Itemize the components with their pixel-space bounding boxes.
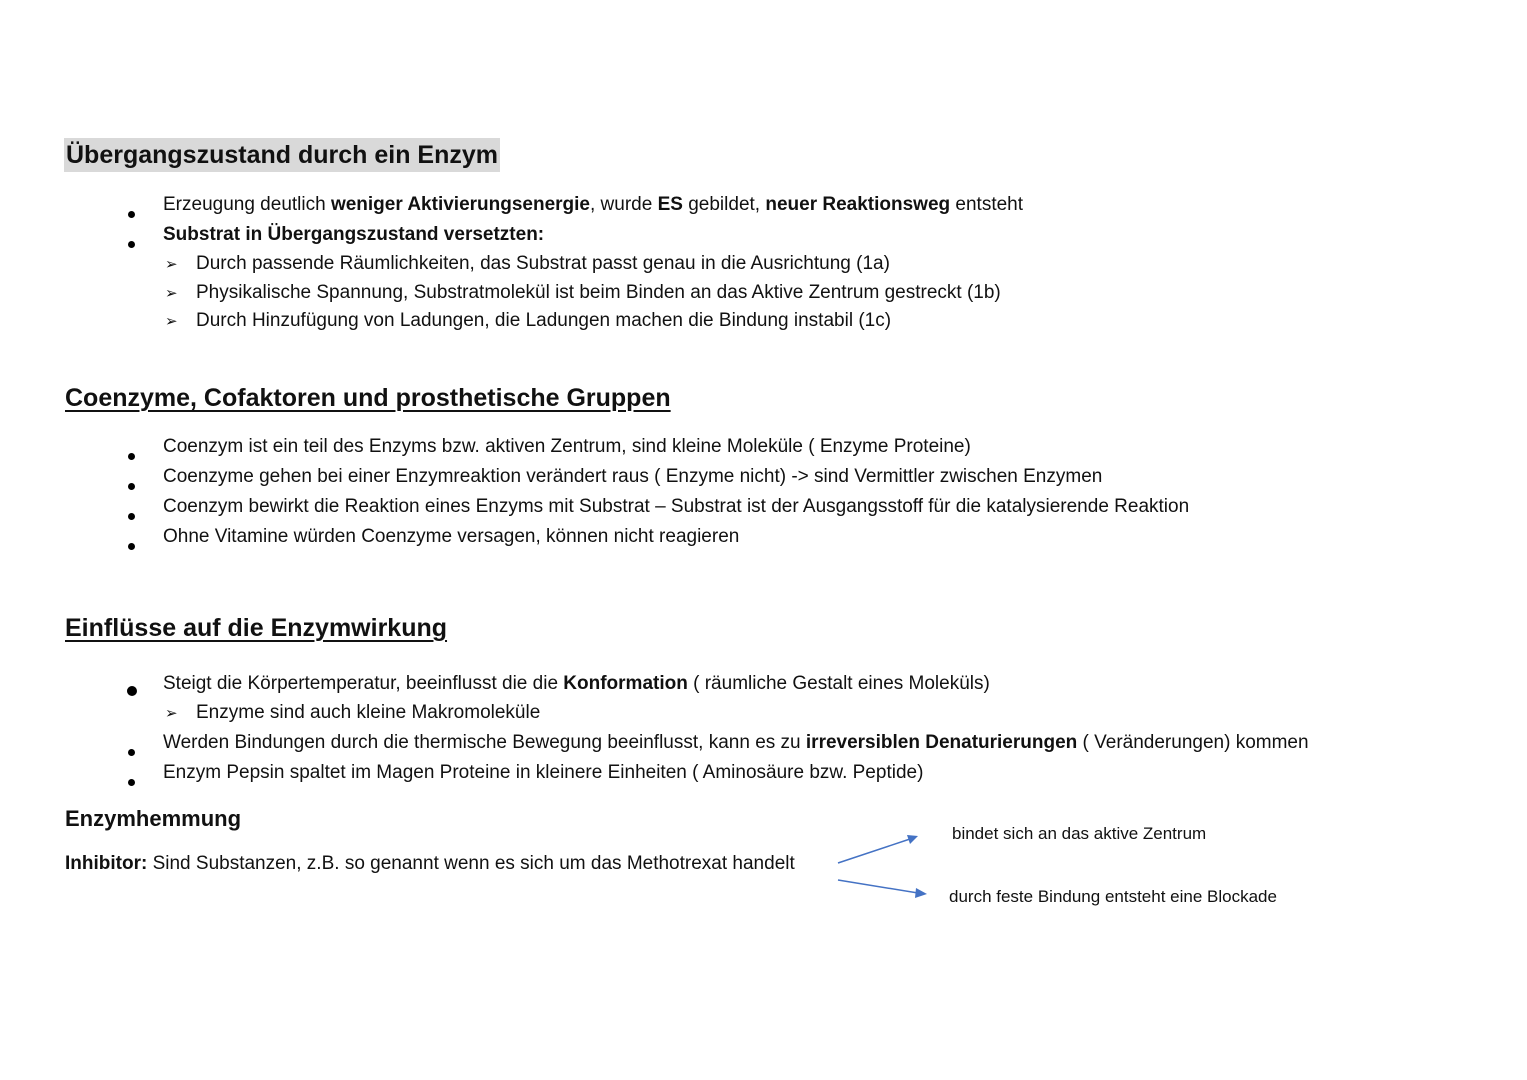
list-item: Coenzym bewirkt die Reaktion eines Enzyms mit Substrat – Substrat ist der Ausgangsstoff für die katalysierende Reaktion [163, 496, 1190, 517]
bullet-dot [128, 739, 135, 763]
branch-label-top: bindet sich an das aktive Zentrum [952, 824, 1207, 843]
bullet-dot [128, 443, 135, 467]
bullet-dot [127, 679, 137, 703]
sub-arrow-icon: ➢ [165, 285, 178, 302]
sub-arrow-icon: ➢ [165, 313, 178, 330]
heading-uebergangszustand: Übergangszustand durch ein Enzym [64, 138, 500, 172]
inhibitor-text: Inhibitor: Sind Substanzen, z.B. so genannt wenn es sich um das Methotrexat handelt [65, 853, 795, 874]
sub-arrow-icon: ➢ [165, 705, 178, 722]
sub-arrow-icon: ➢ [165, 256, 178, 273]
sub-item: Durch Hinzufügung von Ladungen, die Ladungen machen die Bindung instabil (1c) [196, 310, 892, 331]
bullet-dot [128, 769, 135, 793]
list-item: Coenzyme gehen bei einer Enzymreaktion verändert raus ( Enzyme nicht) -> sind Vermittler zwischen Enzymen [163, 466, 1103, 487]
sub-item: Physikalische Spannung, Substratmolekül ist beim Binden an das Aktive Zentrum gestreckt (1b) [196, 282, 1001, 303]
heading-einfluesse: Einflüsse auf die Enzymwirkung [65, 614, 448, 642]
branch-arrows-icon [830, 826, 940, 906]
bullet-dot [128, 231, 135, 255]
bullet-dot [128, 503, 135, 527]
bullet-dot [128, 473, 135, 497]
bullet-dot [128, 533, 135, 557]
heading-enzymhemmung: Enzymhemmung [65, 806, 242, 831]
list-item: Enzym Pepsin spaltet im Magen Proteine in kleinere Einheiten ( Aminosäure bzw. Peptide) [163, 762, 924, 783]
heading-coenzyme: Coenzyme, Cofaktoren und prosthetische Gruppen [65, 384, 671, 412]
list-item: Ohne Vitamine würden Coenzyme versagen, können nicht reagieren [163, 526, 740, 547]
branch-label-bottom: durch feste Bindung entsteht eine Blockade [949, 887, 1277, 906]
list-item: Steigt die Körpertemperatur, beeinflusst die die Konformation ( räumliche Gestalt eines Moleküls) [163, 673, 990, 694]
list-item: Substrat in Übergangszustand versetzten: [163, 224, 545, 245]
bullet-dot [128, 201, 135, 225]
sub-item: Enzyme sind auch kleine Makromoleküle [196, 702, 541, 723]
list-item: Werden Bindungen durch die thermische Bewegung beeinflusst, kann es zu irreversiblen Denaturierungen ( Veränderungen) kommen [163, 732, 1309, 753]
list-item: Coenzym ist ein teil des Enzyms bzw. aktiven Zentrum, sind kleine Moleküle ( Enzyme Proteine) [163, 436, 971, 457]
sub-item: Durch passende Räumlichkeiten, das Substrat passt genau in die Ausrichtung (1a) [196, 253, 890, 274]
list-item: Erzeugung deutlich weniger Aktivierungsenergie, wurde ES gebildet, neuer Reaktionsweg entsteht [163, 194, 1024, 215]
